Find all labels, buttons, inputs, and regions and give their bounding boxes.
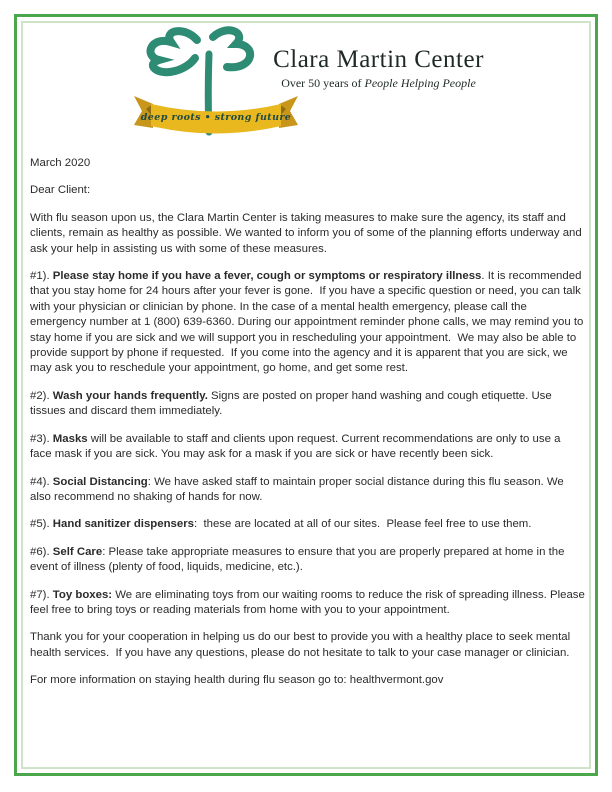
org-name: Clara Martin Center	[273, 46, 484, 73]
info-line: For more information on staying health during flu season go to: healthvermont.gov	[30, 674, 444, 687]
letterhead-text	[273, 46, 484, 91]
item-5-hand-sanitizer	[30, 517, 585, 532]
intro-paragraph: With flu season upon us, the Clara Martin Center is taking measures to make sure the agency, its staff and clients, remain as healthy as possible. We wanted to inform you of some of the planning efforts underway and ask your help in assisting us with some of these measures.	[30, 211, 585, 255]
item-6-self-care	[30, 545, 585, 576]
date-line: March 2020	[30, 157, 91, 169]
item-4-social-distancing	[30, 475, 585, 506]
item-6-bold: Self Care	[52, 545, 103, 558]
item-2-wash-hands	[30, 389, 585, 420]
item-1-number: #1).	[30, 270, 53, 283]
item-6-number: #6).	[30, 545, 53, 558]
banner-motto: deep roots • strong future	[140, 112, 292, 123]
item-3-masks	[30, 432, 585, 463]
item-4-number: #4).	[30, 475, 53, 488]
item-7-bold: Toy boxes:	[52, 588, 113, 601]
item-3-text: will be available to staff and clients upon request. Current recommendations are only to use a face mask if you are sick. You may ask for a mask if you are sick or have recently been sick.	[30, 432, 564, 461]
item-5-text: : these are located at all of our sites. Please feel free to use them.	[193, 518, 532, 531]
item-7-number: #7).	[30, 588, 53, 601]
item-5-bold: Hand sanitizer dispensers	[52, 518, 194, 531]
item-1-text: . It is recommended that you stay home for 24 hours after your fever is gone. If you have a specific question or need, you can talk with your physician or clinician by phone. In the case of a mental health emergency, please call the emergency number at 1 (800) 639-6360. During our appointment reminder phone calls, we may remind you to stay home if you are sick and we will support you in rescheduling your appointment. We may also be able to provide support by phone if requested. If you come into the agency and it is apparent that you are sick, we may ask you to reschedule your appointment, go home, and get some rest.	[30, 270, 587, 375]
page-content	[30, 24, 588, 701]
item-2-number: #2).	[30, 389, 53, 402]
letterhead	[30, 24, 585, 142]
item-7-toy-boxes	[30, 588, 588, 619]
ribbon-banner-icon	[134, 96, 298, 134]
item-3-number: #3).	[30, 432, 53, 445]
item-1-stay-home	[30, 269, 585, 377]
item-6-text: : Please take appropriate measures to ensure that you are properly prepared at home in the event of illness (plenty of food, liquids, medicine, etc.).	[30, 545, 568, 574]
item-5-number: #5).	[30, 518, 53, 531]
item-2-bold: Wash your hands frequently.	[52, 389, 208, 402]
item-7-text: We are eliminating toys from our waiting rooms to reduce the risk of spreading illness. Please feel free to bring toys or reading materials from home with you to your appointment.	[30, 588, 588, 616]
item-1-bold: Please stay home if you have a fever, cough or symptoms or respiratory illness	[52, 270, 482, 283]
tagline-prefix: Over 50 years of	[281, 76, 365, 90]
item-4-bold: Social Distancing	[52, 475, 148, 488]
letter-body	[30, 156, 588, 689]
salutation: Dear Client:	[30, 184, 91, 197]
closing-paragraph: Thank you for your cooperation in helping us do our best to provide you with a healthy place to seek mental health services. If you have any questions, please do not hesitate to talk to your case manager or clinician.	[30, 631, 574, 659]
item-4-text: : We have asked staff to maintain proper social distance during this flu season. We also recommend no shaking of hands for now.	[30, 475, 567, 503]
tagline-motto: People Helping People	[364, 76, 476, 90]
org-tagline	[273, 76, 484, 91]
item-3-bold: Masks	[52, 432, 88, 445]
item-2-text: Signs are posted on proper hand washing and cough etiquette. Use tissues and discard them immediately.	[30, 389, 555, 418]
